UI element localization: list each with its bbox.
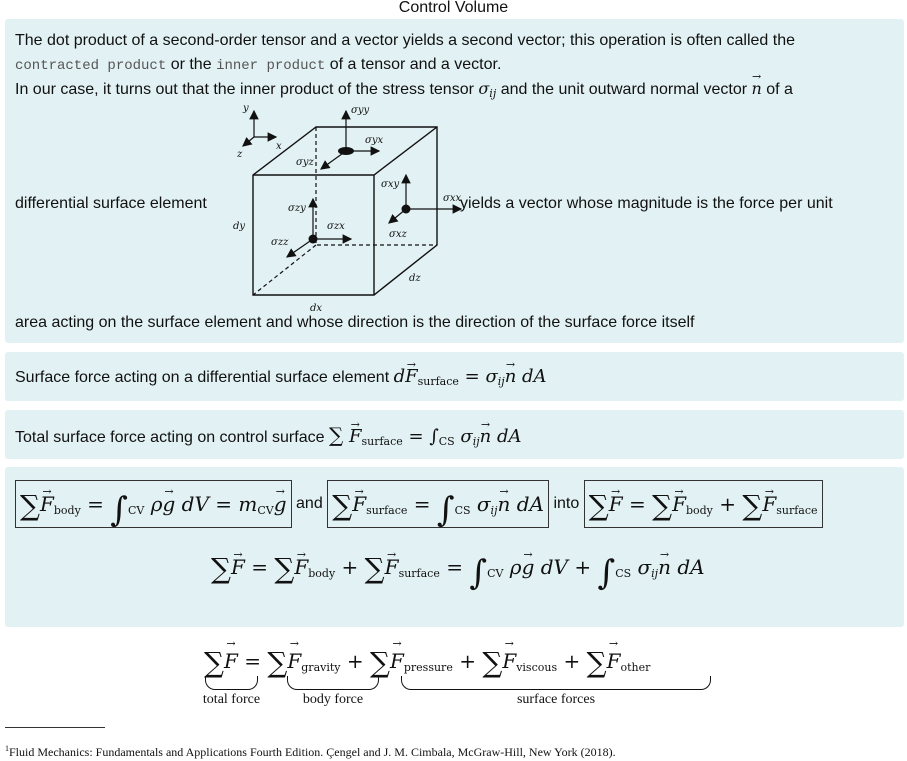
intro-last-line: area acting on the surface element and whose direction is the direction of the surface force itself xyxy=(15,314,695,331)
axis-x-label: x xyxy=(276,141,282,152)
combination-line xyxy=(15,480,823,528)
intro-line-2-end: of a tensor and a vector. xyxy=(329,56,502,73)
term-contracted-product: contracted product xyxy=(15,58,167,74)
total-surface-line: Total surface force acting on control surface ∑ → $F_{surface} = \int_{CS}$ $\sigma_{ij}\to n$ dA xyxy=(15,423,521,454)
underbraces xyxy=(0,676,907,706)
axis-z-label: z xyxy=(237,149,243,160)
total-force-label: total force xyxy=(202,692,261,707)
footnote-mark: 1 xyxy=(5,744,9,753)
into-text: into xyxy=(553,495,580,513)
sigma-xx-label: σxx xyxy=(443,193,462,204)
total-surface-equation: ∑ → $F_{surface} = \int_{CS}$ $\sigma_{ij}\to n$ dA xyxy=(329,426,522,447)
total-force-brace xyxy=(205,676,258,690)
axis-y-label: y xyxy=(243,103,249,114)
and-text: and xyxy=(296,495,323,513)
surface-forces-label: surface forces xyxy=(516,692,596,707)
total-force-framed-equation: ∑→ F = ∑→ $F_{body}$ + ∑→ $F_{surface}$ xyxy=(584,480,823,528)
before-figure-text: differential surface element xyxy=(15,195,207,212)
footnote xyxy=(5,744,616,760)
surface-element-equation: $d\to F_{surface} = \sigma_{ij}\to n$ dA xyxy=(394,366,547,387)
normal-vector-symbol: → n xyxy=(752,77,762,101)
term-inner-product: inner product xyxy=(216,58,326,74)
sigma-ij-symbol: $\sigma_{ij}$ xyxy=(478,79,497,100)
intro-line-3: In our case, it turns out that the inner product of the stress tensor $\sigma_{ij}$ and the unit outward normal vector → n of a xyxy=(15,77,793,106)
sigma-yx-label: σyx xyxy=(365,135,384,146)
or-the-text: or the xyxy=(170,56,212,73)
sigma-yz-label: σyz xyxy=(296,157,314,168)
footnote-text: Fluid Mechanics: Fundamentals and Applications Fourth Edition. Çengel and J. M. Cimbala, McGraw-Hill, New York (2018). xyxy=(9,745,616,759)
intro-line-1: The dot product of a second-order tensor and a vector yields a second vector; this operation is often called the xyxy=(15,32,796,49)
stress-cube-figure xyxy=(221,99,471,314)
body-force-label: body force xyxy=(302,692,364,707)
after-figure-text: yields a vector whose magnitude is the force per unit xyxy=(460,195,833,212)
dy-label: dy xyxy=(233,221,246,232)
surface-force-framed-equation: ∑→ $F_{surface} = \int_{CS}$ $\sigma_{ij}\to n$ dA xyxy=(327,480,549,528)
sigma-yy-label: σyy xyxy=(351,105,370,116)
sigma-xz-label: σxz xyxy=(389,229,407,240)
intro-line-2 xyxy=(15,53,501,78)
sigma-zz-label: σzz xyxy=(271,237,289,248)
dz-label: dz xyxy=(409,273,421,284)
body-force-brace xyxy=(287,676,379,690)
sigma-zy-label: σzy xyxy=(288,203,306,214)
surface-element-line: Surface force acting on a differential surface element $d\to F_{surface} = \sigma_{ij}\to n$ dA xyxy=(15,365,547,394)
intro-box xyxy=(5,19,904,343)
page-title: Control Volume xyxy=(398,0,509,16)
sigma-xy-label: σxy xyxy=(381,179,400,190)
surface-element-box xyxy=(5,352,904,401)
combination-box xyxy=(5,467,904,627)
surface-forces-brace xyxy=(401,676,711,690)
total-surface-box xyxy=(5,410,904,459)
dx-label: dx xyxy=(310,303,323,314)
footnote-rule xyxy=(5,727,105,728)
body-force-framed-equation: ∑→ $F_{body} = \int_{CV}$ ρ→ g dV = $m_{CV}\to g$ xyxy=(15,480,292,528)
axis-z-line xyxy=(243,137,254,146)
force-breakdown-equation: ∑→ F = ∑→ $F_{gravity}$ + ∑→ $F_{pressure}$ + ∑→ $F_{viscous}$ + ∑→ $F_{other}$ xyxy=(204,646,650,679)
combined-equation: ∑→ F = ∑→ $F_{body}$ + ∑→ $F_{surface} = \int_{CV}$ ρ→ g dV + $\int_{CS}$ $\sigma_{ij}\to n$ dA xyxy=(211,555,705,586)
sigma-zx-label: σzx xyxy=(327,221,345,232)
